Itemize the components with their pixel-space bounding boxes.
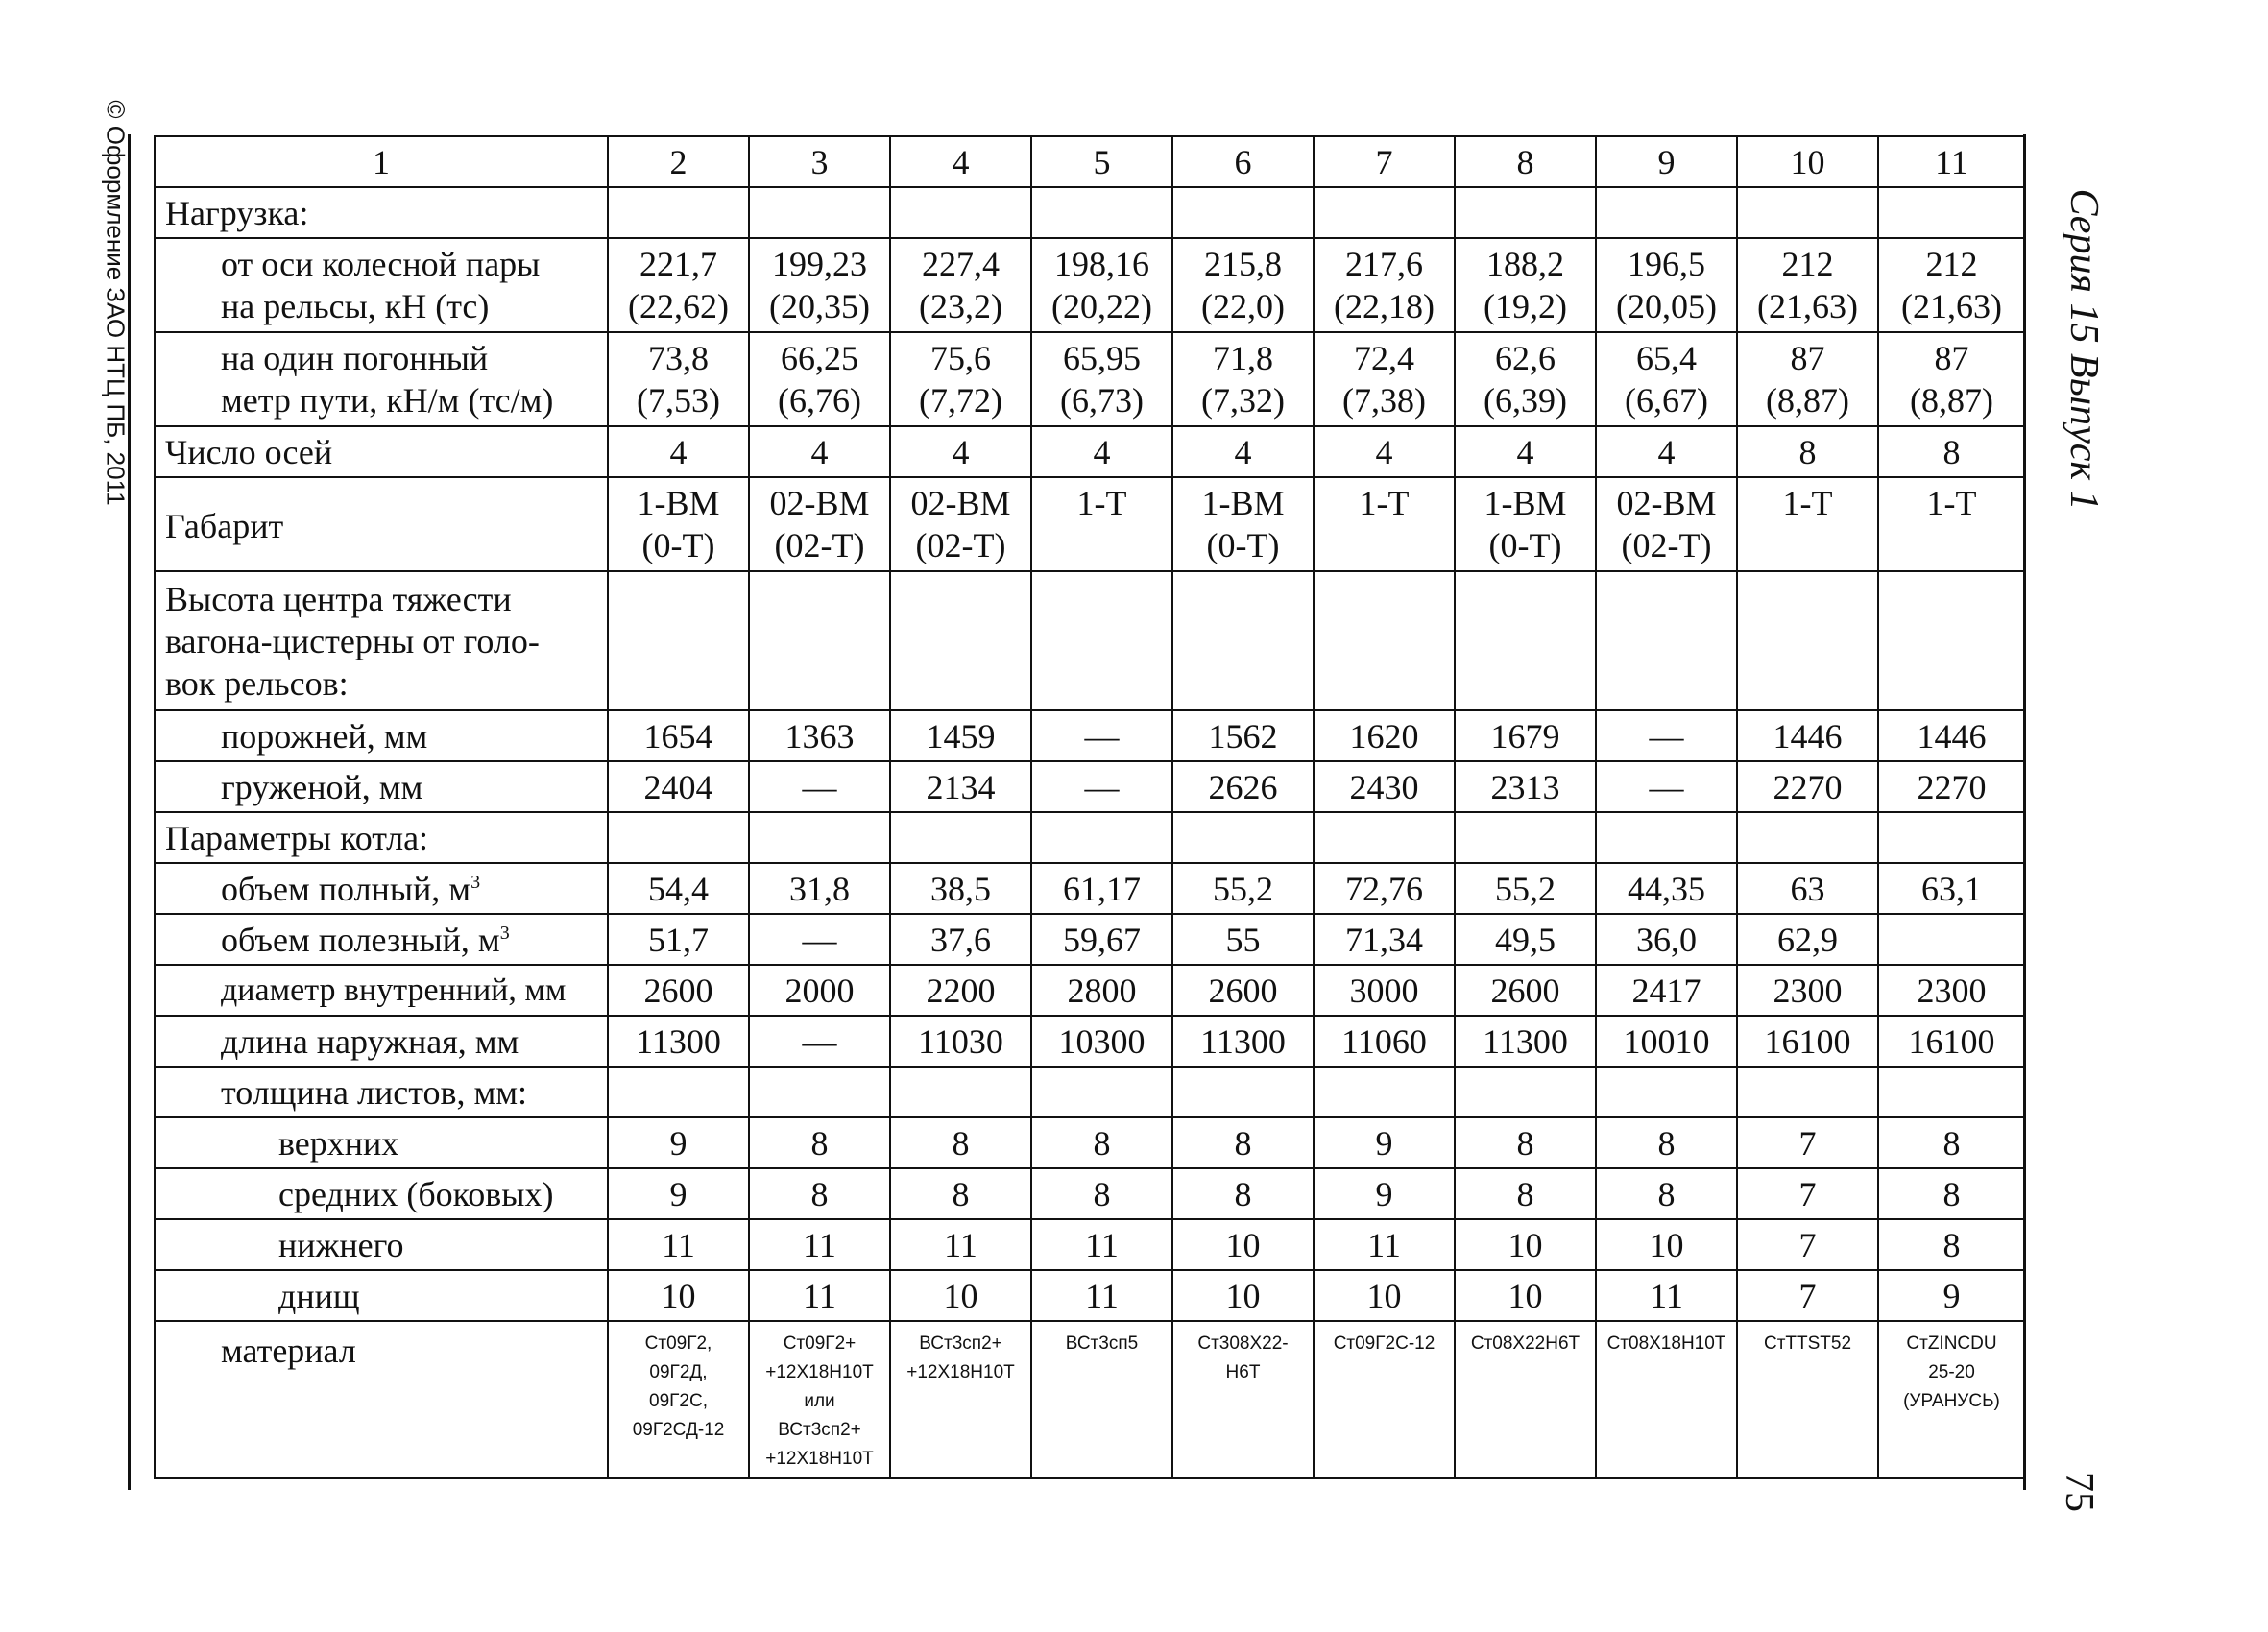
value-cell [749, 238, 890, 332]
value-cell [1455, 477, 1596, 571]
value-line: (20,22) [1051, 287, 1152, 325]
value-line: 227,4 [922, 245, 1000, 283]
value-cell: 11060 [1314, 1016, 1455, 1067]
row-label: верхних [155, 1117, 608, 1168]
value-cell [1878, 332, 2025, 426]
value-cell [1314, 477, 1455, 571]
value-cell: 4 [1172, 426, 1314, 477]
material-line: 09Г2Д, [649, 1362, 708, 1382]
value-cell: 9 [1314, 1117, 1455, 1168]
value-cell: 11 [749, 1219, 890, 1270]
value-cell [1737, 238, 1878, 332]
thickness-title-row [155, 1067, 2025, 1117]
value-cell: 9 [608, 1117, 749, 1168]
value-cell [1596, 238, 1737, 332]
heads-row [155, 1270, 2025, 1321]
value-cell: 8 [890, 1168, 1031, 1219]
material-line: Ст09Г2+ [783, 1333, 857, 1354]
value-line: (0-Т) [641, 526, 715, 564]
value-line: 199,23 [772, 245, 867, 283]
meter-load-row [155, 332, 2025, 426]
value-cell: 2313 [1455, 761, 1596, 812]
value-cell: 8 [1878, 1219, 2025, 1270]
value-cell [890, 238, 1031, 332]
value-cell: 10300 [1031, 1016, 1172, 1067]
value-line: (7,32) [1201, 381, 1285, 420]
material-line: Ст08Х18Н10Т [1606, 1333, 1726, 1354]
value-cell [1172, 332, 1314, 426]
material-line: СтTTST52 [1763, 1333, 1852, 1354]
value-cell: — [749, 1016, 890, 1067]
value-line: 72,4 [1354, 339, 1414, 377]
value-line: (20,35) [769, 287, 870, 325]
value-cell: 8 [1031, 1168, 1172, 1219]
value-cell [1314, 332, 1455, 426]
value-line: (6,39) [1484, 381, 1567, 420]
value-cell: 10 [608, 1270, 749, 1321]
page-number: 75 [2057, 1472, 2101, 1512]
value-cell: 72,76 [1314, 863, 1455, 914]
material-cell [1737, 1321, 1878, 1478]
value-cell: 8 [749, 1117, 890, 1168]
empty-cell [1878, 187, 2025, 238]
value-line: 1-Т [1782, 484, 1833, 522]
value-cell: 11300 [1455, 1016, 1596, 1067]
value-cell [749, 477, 890, 571]
value-cell [1172, 477, 1314, 571]
column-header: 5 [1031, 136, 1172, 187]
row-label: на один погонный метр пути, кН/м (тс/м) [155, 332, 608, 426]
value-cell: 2270 [1737, 761, 1878, 812]
value-line: (6,67) [1625, 381, 1708, 420]
value-cell: 61,17 [1031, 863, 1172, 914]
value-line: 1-Т [1076, 484, 1127, 522]
value-cell: 2404 [608, 761, 749, 812]
value-cell: 63 [1737, 863, 1878, 914]
value-line: (22,0) [1201, 287, 1285, 325]
value-cell: 2134 [890, 761, 1031, 812]
value-line: 87 [1790, 339, 1825, 377]
value-cell: 10 [1314, 1270, 1455, 1321]
row-label: нижнего [155, 1219, 608, 1270]
value-cell: 2600 [608, 965, 749, 1016]
value-cell [1031, 332, 1172, 426]
value-cell: 2417 [1596, 965, 1737, 1016]
header-row [155, 136, 2025, 187]
value-cell: — [1031, 710, 1172, 761]
material-cell [890, 1321, 1031, 1478]
material-line: 25-20 [1928, 1362, 1975, 1382]
value-cell [1737, 477, 1878, 571]
empty-cell [749, 187, 890, 238]
value-cell: 4 [608, 426, 749, 477]
material-cell [1031, 1321, 1172, 1478]
column-header: 2 [608, 136, 749, 187]
value-cell [1878, 477, 2025, 571]
row-label: объем полезный, $м^3$ [155, 914, 608, 965]
loaded-cg-row [155, 761, 2025, 812]
column-header: 8 [1455, 136, 1596, 187]
gauge-row [155, 477, 2025, 571]
value-line: 02-ВМ [910, 484, 1011, 522]
value-line: 65,95 [1063, 339, 1141, 377]
value-cell: 1654 [608, 710, 749, 761]
material-line: ВСт3сп2+ [778, 1420, 861, 1440]
material-line: 09Г2СД-12 [632, 1420, 725, 1440]
value-cell: 2300 [1878, 965, 2025, 1016]
value-cell: 59,67 [1031, 914, 1172, 965]
empty-cg-row [155, 710, 2025, 761]
value-cell: 54,4 [608, 863, 749, 914]
material-line: +12Х18Н10Т [906, 1362, 1015, 1382]
value-cell: 8 [1455, 1168, 1596, 1219]
value-line: 02-ВМ [1616, 484, 1717, 522]
value-cell: 9 [608, 1168, 749, 1219]
value-cell: 10 [1596, 1219, 1737, 1270]
value-cell [1455, 238, 1596, 332]
value-cell: 8 [1455, 1117, 1596, 1168]
value-cell: 11300 [608, 1016, 749, 1067]
value-line: (21,63) [1901, 287, 2002, 325]
value-cell: — [1031, 761, 1172, 812]
value-cell: 55,2 [1455, 863, 1596, 914]
material-row [155, 1321, 2025, 1478]
value-cell: 8 [749, 1168, 890, 1219]
column-header: 1 [155, 136, 608, 187]
material-cell [1314, 1321, 1455, 1478]
row-label: порожней, мм [155, 710, 608, 761]
value-cell: 9 [1314, 1168, 1455, 1219]
value-cell: 49,5 [1455, 914, 1596, 965]
value-cell: 3000 [1314, 965, 1455, 1016]
row-label: длина наружная, мм [155, 1016, 608, 1067]
value-cell: 4 [749, 426, 890, 477]
row-label: груженой, мм [155, 761, 608, 812]
material-line: ВСт3сп2+ [919, 1333, 1002, 1354]
value-line: (02-Т) [774, 526, 865, 564]
material-cell [1878, 1321, 2025, 1478]
value-cell: 10 [1455, 1219, 1596, 1270]
value-cell: 10 [1455, 1270, 1596, 1321]
row-label: толщина листов, мм: [155, 1067, 608, 1117]
load-title-row [155, 187, 2025, 238]
volume-full-row [155, 863, 2025, 914]
row-label: материал [155, 1321, 608, 1478]
value-cell: 2430 [1314, 761, 1455, 812]
value-line: 198,16 [1054, 245, 1149, 283]
value-cell [608, 477, 749, 571]
value-line: 75,6 [930, 339, 991, 377]
value-line: 1-ВМ [637, 484, 720, 522]
top-sheet-row [155, 1117, 2025, 1168]
value-cell: 11 [1031, 1270, 1172, 1321]
value-line: 71,8 [1213, 339, 1273, 377]
value-cell: 4 [1314, 426, 1455, 477]
value-line: (6,73) [1060, 381, 1144, 420]
value-cell [890, 332, 1031, 426]
material-cell [1172, 1321, 1314, 1478]
value-line: (23,2) [919, 287, 1002, 325]
value-cell: 55 [1172, 914, 1314, 965]
value-line: (19,2) [1484, 287, 1567, 325]
row-label: от оси колесной пары на рельсы, кН (тс) [155, 238, 608, 332]
value-cell: 11 [608, 1219, 749, 1270]
material-cell [1596, 1321, 1737, 1478]
value-cell: 7 [1737, 1117, 1878, 1168]
series-title: Серия 15 Выпуск 1 [2062, 188, 2106, 511]
value-cell: 8 [890, 1117, 1031, 1168]
value-cell: 62,9 [1737, 914, 1878, 965]
value-cell: 8 [1878, 1117, 2025, 1168]
value-cell: 11030 [890, 1016, 1031, 1067]
row-label: Нагрузка: [155, 187, 608, 238]
value-line: 212 [1781, 245, 1834, 283]
row-label: средних (боковых) [155, 1168, 608, 1219]
value-cell: 2600 [1455, 965, 1596, 1016]
value-cell: 11 [749, 1270, 890, 1321]
material-line: ВСт3сп5 [1065, 1333, 1139, 1354]
value-cell: 2600 [1172, 965, 1314, 1016]
length-row [155, 1016, 2025, 1067]
row-label: Высота центра тяжести вагона-цистерны от голо- вок рельсов: [155, 571, 608, 710]
material-cell [1455, 1321, 1596, 1478]
value-cell: 4 [890, 426, 1031, 477]
material-line: Ст08Х22Н6Т [1470, 1333, 1580, 1354]
copyright-notice: © Оформление ЗАО НТЦ ПБ, 2011 [101, 100, 131, 506]
value-cell: 2000 [749, 965, 890, 1016]
value-cell: 44,35 [1596, 863, 1737, 914]
tank-car-spec-table [154, 135, 2026, 1479]
value-cell [1596, 477, 1737, 571]
value-line: 212 [1925, 245, 1978, 283]
value-cell: 2800 [1031, 965, 1172, 1016]
value-line: 217,6 [1345, 245, 1423, 283]
value-cell: 4 [1455, 426, 1596, 477]
cg-title-row [155, 571, 2025, 710]
column-header: 4 [890, 136, 1031, 187]
axle-load-row [155, 238, 2025, 332]
material-line: СтZINCDU [1906, 1333, 1997, 1354]
column-header: 9 [1596, 136, 1737, 187]
value-cell: 1446 [1737, 710, 1878, 761]
value-line: (0-Т) [1488, 526, 1562, 564]
value-cell: 2626 [1172, 761, 1314, 812]
value-cell: 7 [1737, 1219, 1878, 1270]
material-line: Ст09Г2С-12 [1333, 1333, 1436, 1354]
material-cell [749, 1321, 890, 1478]
value-cell: 10 [890, 1270, 1031, 1321]
value-cell: 10 [1172, 1219, 1314, 1270]
value-cell: 36,0 [1596, 914, 1737, 965]
value-line: 02-ВМ [769, 484, 870, 522]
value-line: 188,2 [1486, 245, 1564, 283]
value-cell: 63,1 [1878, 863, 2025, 914]
value-cell [1031, 238, 1172, 332]
material-line: +12Х18Н10Т [765, 1449, 874, 1469]
value-line: 65,4 [1636, 339, 1697, 377]
empty-cell [608, 187, 749, 238]
value-line: (8,87) [1766, 381, 1849, 420]
value-cell: 38,5 [890, 863, 1031, 914]
value-cell: 37,6 [890, 914, 1031, 965]
value-cell: 11 [1314, 1219, 1455, 1270]
volume-useful-row [155, 914, 2025, 965]
empty-cell [1596, 187, 1737, 238]
value-cell: 11 [1596, 1270, 1737, 1321]
value-cell: 16100 [1737, 1016, 1878, 1067]
value-line: 221,7 [639, 245, 717, 283]
value-cell [1455, 332, 1596, 426]
value-cell [1031, 477, 1172, 571]
value-cell: 9 [1878, 1270, 2025, 1321]
value-cell: 1459 [890, 710, 1031, 761]
value-cell [890, 477, 1031, 571]
value-line: 215,8 [1204, 245, 1282, 283]
column-header: 10 [1737, 136, 1878, 187]
column-header: 3 [749, 136, 890, 187]
material-line: Ст09Г2, [644, 1333, 712, 1354]
value-line: (21,63) [1757, 287, 1858, 325]
value-line: 1-Т [1359, 484, 1410, 522]
value-line: (6,76) [778, 381, 861, 420]
value-cell: 51,7 [608, 914, 749, 965]
value-cell: 55,2 [1172, 863, 1314, 914]
value-cell: 11300 [1172, 1016, 1314, 1067]
material-line: или [804, 1391, 835, 1411]
value-cell: 8 [1172, 1168, 1314, 1219]
value-line: 196,5 [1628, 245, 1705, 283]
value-cell: 2270 [1878, 761, 2025, 812]
value-line: (0-Т) [1206, 526, 1280, 564]
material-line: Н6Т [1225, 1362, 1261, 1382]
value-line: 1-Т [1926, 484, 1977, 522]
value-line: (22,18) [1334, 287, 1435, 325]
value-line: (7,72) [919, 381, 1002, 420]
value-cell: 1446 [1878, 710, 2025, 761]
column-header: 6 [1172, 136, 1314, 187]
material-line: Ст308Х22- [1197, 1333, 1289, 1354]
value-cell [1596, 332, 1737, 426]
value-cell: 8 [1596, 1168, 1737, 1219]
value-cell [608, 238, 749, 332]
value-cell [1737, 332, 1878, 426]
empty-cell [890, 187, 1031, 238]
row-label: Габарит [155, 477, 608, 571]
row-label: объем полный, $м^3$ [155, 863, 608, 914]
value-cell: 71,34 [1314, 914, 1455, 965]
value-line: 62,6 [1495, 339, 1556, 377]
value-cell: 16100 [1878, 1016, 2025, 1067]
value-cell: — [749, 914, 890, 965]
value-cell: 11 [1031, 1219, 1172, 1270]
value-cell: 10 [1172, 1270, 1314, 1321]
value-cell: 11 [890, 1219, 1031, 1270]
value-cell: 8 [1878, 426, 2025, 477]
value-cell: 8 [1031, 1117, 1172, 1168]
value-cell: 7 [1737, 1270, 1878, 1321]
value-cell: 2200 [890, 965, 1031, 1016]
value-cell [608, 332, 749, 426]
value-line: 1-ВМ [1484, 484, 1567, 522]
value-cell: 10010 [1596, 1016, 1737, 1067]
value-line: 73,8 [648, 339, 709, 377]
value-line: (7,53) [637, 381, 720, 420]
value-cell [749, 332, 890, 426]
value-cell: 1363 [749, 710, 890, 761]
value-cell: 8 [1737, 426, 1878, 477]
value-line: (02-Т) [1621, 526, 1712, 564]
value-cell [1878, 238, 2025, 332]
value-line: (7,38) [1342, 381, 1426, 420]
axles-row [155, 426, 2025, 477]
empty-cell [1455, 187, 1596, 238]
row-label: диаметр внутренний, мм [155, 965, 608, 1016]
value-cell: 8 [1878, 1168, 2025, 1219]
column-header: 11 [1878, 136, 2025, 187]
material-line: (УРАНУСЬ) [1903, 1391, 2000, 1411]
value-cell: 1620 [1314, 710, 1455, 761]
value-line: 66,25 [781, 339, 858, 377]
row-label: Число осей [155, 426, 608, 477]
value-cell [1172, 238, 1314, 332]
empty-cell [1172, 187, 1314, 238]
middle-sheet-row [155, 1168, 2025, 1219]
row-label: Параметры котла: [155, 812, 608, 863]
value-cell: 2300 [1737, 965, 1878, 1016]
material-line: +12Х18Н10Т [765, 1362, 874, 1382]
value-cell: 1679 [1455, 710, 1596, 761]
value-cell: — [749, 761, 890, 812]
value-line: (22,62) [628, 287, 729, 325]
value-line: 87 [1934, 339, 1969, 377]
value-cell: 31,8 [749, 863, 890, 914]
empty-cell [1314, 187, 1455, 238]
value-cell [1878, 914, 2025, 965]
value-cell: — [1596, 710, 1737, 761]
value-line: 1-ВМ [1201, 484, 1285, 522]
value-line: (20,05) [1616, 287, 1717, 325]
value-cell: 4 [1596, 426, 1737, 477]
column-header: 7 [1314, 136, 1455, 187]
value-line: (8,87) [1910, 381, 1993, 420]
value-cell [1314, 238, 1455, 332]
material-cell [608, 1321, 749, 1478]
value-cell: 4 [1031, 426, 1172, 477]
value-cell: 1562 [1172, 710, 1314, 761]
material-line: 09Г2С, [649, 1391, 708, 1411]
value-cell: 8 [1172, 1117, 1314, 1168]
empty-cell [1737, 187, 1878, 238]
value-line: (02-Т) [915, 526, 1006, 564]
boiler-title-row [155, 812, 2025, 863]
empty-cell [1031, 187, 1172, 238]
row-label: днищ [155, 1270, 608, 1321]
value-cell: 7 [1737, 1168, 1878, 1219]
value-cell: — [1596, 761, 1737, 812]
bottom-sheet-row [155, 1219, 2025, 1270]
diameter-row [155, 965, 2025, 1016]
value-cell: 8 [1596, 1117, 1737, 1168]
